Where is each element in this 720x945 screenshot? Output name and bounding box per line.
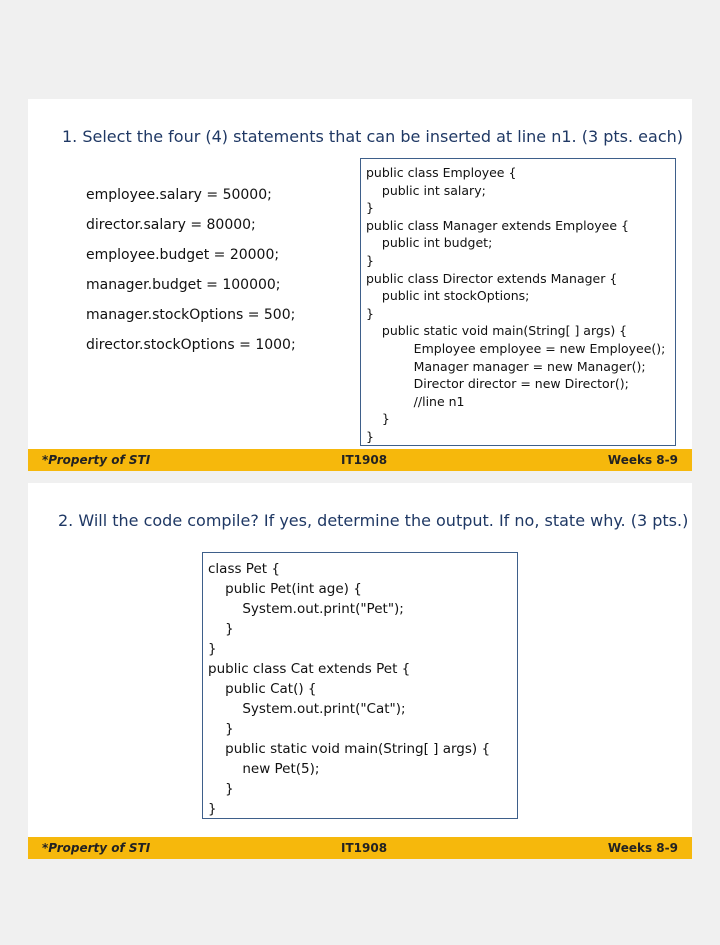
code-line: }: [208, 721, 234, 737]
code-line: public Pet(int age) {: [208, 581, 362, 597]
code-line: }: [366, 411, 390, 427]
code-line: public class Employee {: [366, 165, 517, 180]
question-1-title: 1. Select the four (4) statements that can be inserted at line n1. (3 pts. each): [62, 127, 683, 146]
footer-property-label: *Property of STI: [42, 453, 151, 467]
code-line: Director director = new Director();: [366, 376, 629, 392]
code-line: public static void main(String[ ] args) {: [208, 741, 491, 757]
footer-course-code: IT1908: [341, 453, 388, 467]
code-line: new Pet(5);: [208, 761, 320, 777]
answer-option: employee.salary = 50000;: [86, 187, 272, 203]
code-line: public class Cat extends Pet {: [208, 661, 411, 677]
code-line: class Pet {: [208, 561, 280, 577]
slide-2: [28, 483, 692, 859]
code-line: //line n1: [366, 393, 465, 409]
code-line: System.out.print("Cat");: [208, 701, 406, 717]
answer-option: manager.stockOptions = 500;: [86, 307, 296, 323]
code-box-2: [202, 552, 518, 819]
answer-option: manager.budget = 100000;: [86, 277, 281, 293]
answer-option: employee.budget = 20000;: [86, 247, 280, 263]
code-line: public int stockOptions;: [366, 288, 530, 304]
footer-weeks: Weeks 8-9: [607, 841, 678, 855]
slide-footer: [28, 837, 692, 859]
code-line: }: [208, 801, 217, 817]
answer-option: director.stockOptions = 1000;: [86, 337, 296, 353]
slide-1: [28, 99, 692, 471]
answer-option: director.salary = 80000;: [86, 217, 256, 233]
code-line: public int salary;: [366, 182, 486, 198]
footer-property-label: *Property of STI: [42, 841, 151, 855]
code-line: Employee employee = new Employee();: [366, 340, 666, 356]
code-line: }: [366, 428, 374, 444]
code-line: public int budget;: [366, 235, 493, 251]
code-line: System.out.print("Pet");: [208, 601, 404, 617]
slide-footer: [28, 449, 692, 471]
code-line: }: [366, 200, 374, 216]
code-line: }: [208, 641, 217, 657]
code-line: public class Director extends Manager {: [366, 270, 618, 286]
code-line: public Cat() {: [208, 681, 317, 697]
question-2-title: 2. Will the code compile? If yes, determine the output. If no, state why. (3 pts.): [58, 511, 689, 530]
footer-course-code: IT1908: [341, 841, 388, 855]
code-line: }: [208, 621, 234, 637]
code-line: public class Manager extends Employee {: [366, 217, 629, 233]
code-box-1: [360, 158, 676, 446]
code-line: }: [208, 781, 234, 797]
code-line: public static void main(String[ ] args) {: [366, 323, 628, 339]
code-line: Manager manager = new Manager();: [366, 358, 646, 374]
answer-options: [86, 185, 296, 365]
code-line: }: [366, 305, 374, 321]
code-line: }: [366, 252, 374, 268]
footer-weeks: Weeks 8-9: [607, 453, 678, 467]
